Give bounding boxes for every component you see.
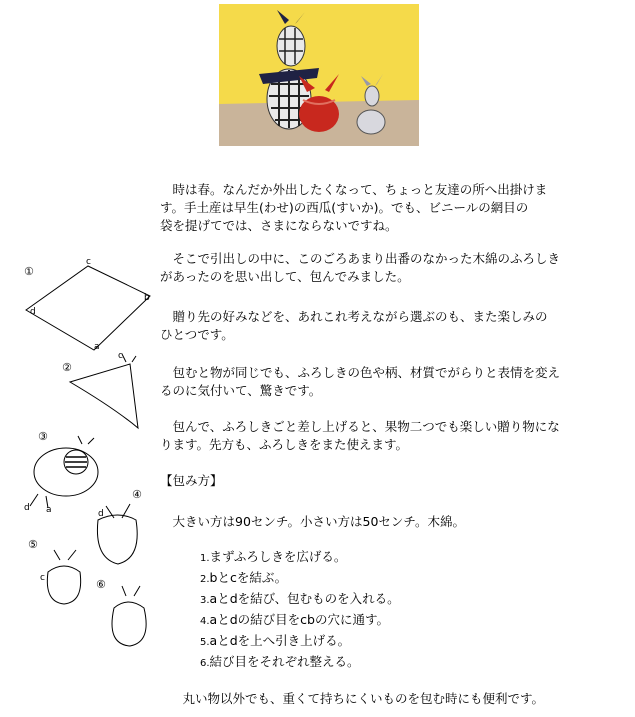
step-item [200, 547, 400, 568]
step-number: 3. [200, 595, 210, 606]
intro-paragraph-4: 包むと物が同じでも、ふろしきの色や柄、材質でがらりと表情を変え るのに気付いて、驚きです。 [160, 365, 561, 398]
step-item [200, 631, 400, 652]
step-number: 2. [200, 574, 210, 585]
corner-label-c: c [40, 573, 45, 583]
corner-label-d: d [30, 307, 36, 317]
step-mark-3: ③ [38, 430, 48, 443]
corner-label-c: c [86, 258, 91, 267]
corner-label-b: b [144, 293, 150, 303]
step-mark-1: ① [24, 265, 34, 278]
step-number: 4. [200, 616, 210, 627]
closing-text: 丸い物以外でも、重くて持ちにくいものを包む時にも便利です。 [170, 691, 545, 706]
sizes-text: 大きい方は90センチ。小さい方は50センチ。木綿。 [160, 514, 466, 529]
step-item [200, 652, 400, 673]
intro-paragraph-5: 包んで、ふろしきごと差し上げると、果物二つでも楽しい贈り物にな ります。先方も、ふろしきをまた使えます。 [160, 419, 560, 452]
step-number: 5. [200, 637, 210, 648]
step-text: aとdを上へ引き上げる。 [209, 633, 351, 648]
folding-illustration [18, 258, 168, 658]
corner-label-a: a [46, 505, 52, 515]
step-mark-2: ② [62, 361, 72, 374]
step-text: aとdを結び、包むものを入れる。 [209, 591, 400, 606]
intro-paragraph-2: そこで引出しの中に、このごろあまり出番のなかった木綿のふろしき があったのを思い出して、包んでみました。 [160, 251, 561, 284]
step-mark-4: ④ [132, 488, 142, 501]
step-text: bとcを結ぶ。 [209, 570, 288, 585]
corner-label-c: c [118, 351, 123, 361]
intro-paragraph-1: 時は春。なんだか外出したくなって、ちょっと友達の所へ出掛けま す。手土産は早生(わせ)の西瓜(すいか)。でも、ビニールの網目の 袋を提げてでは、さまにならないですね。 [160, 182, 548, 233]
intro-paragraph-3: 贈り先の好みなどを、あれこれ考えながら選ぶのも、また楽しみの ひとつです。 [160, 309, 548, 342]
step-mark-6: ⑥ [96, 578, 106, 591]
corner-label-d: d [24, 503, 30, 513]
step-item [200, 568, 400, 589]
step-item [200, 589, 400, 610]
step-number: 1. [200, 553, 210, 564]
steps-list [200, 547, 400, 673]
step-item [200, 610, 400, 631]
corner-label-a: a [94, 342, 100, 352]
step-number: 6. [200, 658, 210, 669]
section-heading: 【包み方】 [160, 473, 223, 488]
step-text: aとdの結び目をcbの穴に通す。 [209, 612, 389, 627]
step-text: まずふろしきを広げる。 [209, 549, 347, 564]
step-text: 結び目をそれぞれ整える。 [209, 654, 360, 669]
step-mark-5: ⑤ [28, 538, 38, 551]
furoshiki-photo [219, 4, 419, 146]
corner-label-d: d [98, 509, 104, 519]
